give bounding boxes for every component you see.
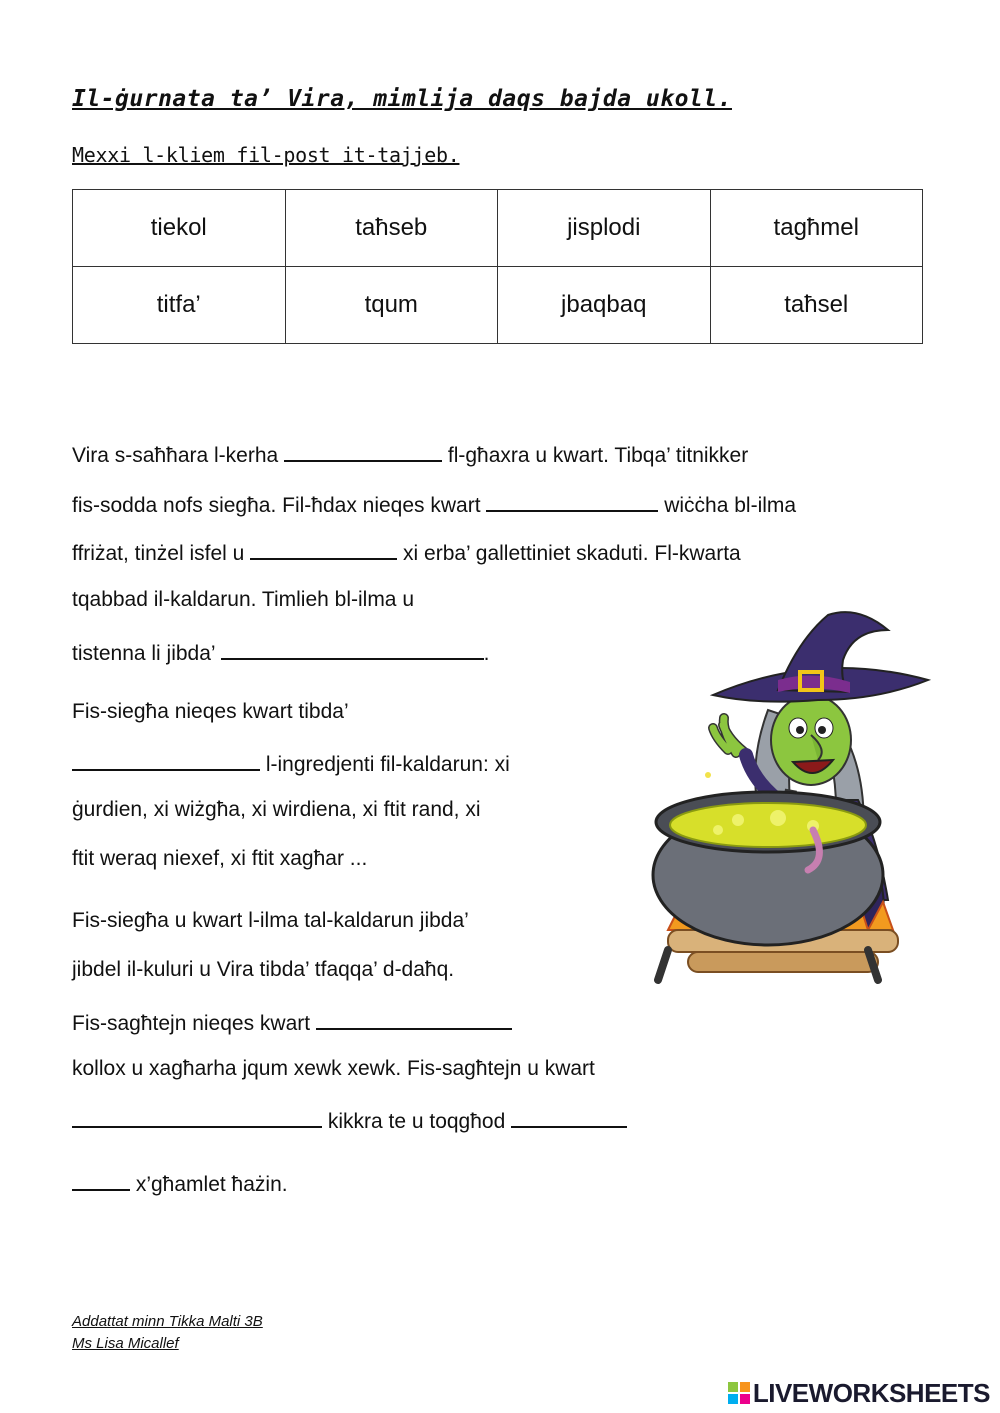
word-bank-item[interactable]: titfa’ [73,267,286,344]
story-text: Fis-sagħtejn nieqes kwart [72,1012,316,1035]
story-text: fl-għaxra u kwart. Tibqa’ titnikker [442,444,749,467]
story-line [72,749,510,777]
story-line [72,1106,627,1134]
story-line: jibdel il-kuluri u Vira tibda’ tfaqqa’ d-daħq. [72,958,455,981]
story-line [72,490,796,518]
story-text: l-ingredjenti fil-kaldarun: xi [260,753,510,776]
story-text: ffriżat, tinżel isfel u [72,542,251,565]
worksheet-title: Il-ġurnata ta’ Vira, mimlija daqs bajda ukoll. [72,86,732,112]
story-line: Fis-siegħa u kwart l-ilma tal-kaldarun jibda’ [72,909,469,932]
story-line: Fis-siegħa nieqes kwart tibda’ [72,700,349,723]
story-text: wiċċha bl-ilma [658,494,797,517]
story-line [72,1169,288,1197]
witch-with-cauldron-illustration [628,600,958,1025]
story-line: tqabbad il-kaldarun. Timlieh bl-ilma u [72,588,414,611]
story-line [72,638,489,666]
story-line [72,440,748,468]
drop-blank[interactable] [72,1169,130,1191]
story-line: kollox u xagħarha jqum xewk xewk. Fis-sagħtejn u kwart [72,1057,595,1080]
story-text: kikkra te u toqgħod [322,1110,512,1133]
story-line: ġurdien, xi wiżgħa, xi wirdiena, xi ftit rand, xi [72,798,481,821]
story-line [72,1008,512,1036]
drop-blank[interactable] [72,749,260,771]
word-bank-item[interactable]: jbaqbaq [498,267,711,344]
drop-blank[interactable] [250,538,397,560]
drop-blank[interactable] [72,1106,322,1128]
drop-blank[interactable] [486,490,658,512]
story-text: tistenna li jibda’ [72,642,221,665]
story-line [72,538,741,566]
credit-block [72,1311,263,1355]
instruction-text: Mexxi l-kliem fil-post it-tajjeb. [72,143,460,167]
drop-blank[interactable] [284,440,442,462]
drop-blank[interactable] [221,638,484,660]
drop-blank[interactable] [316,1008,512,1030]
word-bank-table [72,189,923,344]
word-bank-item[interactable]: tqum [285,267,498,344]
credit-author: Ms Lisa Micallef [72,1335,179,1352]
credit-source: Addattat minn Tikka Malti 3B [72,1313,263,1330]
liveworksheets-mark-icon [728,1382,750,1404]
liveworksheets-wordmark: LIVEWORKSHEETS [752,1377,990,1408]
story-text: x’għamlet ħażin. [130,1173,288,1196]
liveworksheets-logo [728,1378,990,1408]
word-bank-item[interactable]: tiekol [73,190,286,267]
drop-blank[interactable] [511,1106,627,1128]
story-line: ftit weraq niexef, xi ftit xagħar ... [72,847,368,870]
word-bank-item[interactable]: taħseb [285,190,498,267]
word-bank-item[interactable]: taħsel [710,267,923,344]
word-bank-row [73,190,923,267]
story-text: Vira s-saħħara l-kerha [72,444,285,467]
word-bank-item[interactable]: tagħmel [710,190,923,267]
word-bank-item[interactable]: jisplodi [498,190,711,267]
story-text: fis-sodda nofs siegħa. Fil-ħdax nieqes kwart [72,494,487,517]
story-text: xi erba’ gallettiniet skaduti. Fl-kwarta [397,542,741,565]
story-text: . [483,642,490,665]
word-bank-row [73,267,923,344]
